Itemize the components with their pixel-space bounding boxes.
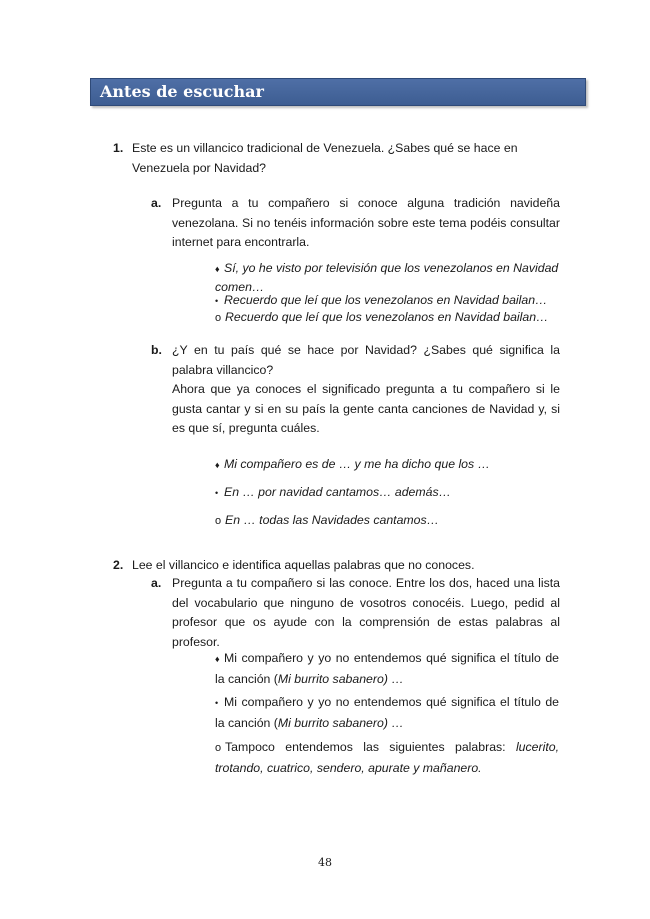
item-label: a. — [151, 196, 162, 210]
diamond-bullet-icon: ♦ — [215, 264, 220, 274]
question-text: Este es un villancico tradicional de Venezuela. ¿Sabes qué se hace en Venezuela por Navidad? — [132, 141, 518, 175]
item-text: Pregunta a tu compañero si conoce alguna tradición navideña venezolana. Si no tenéis información sobre este tema podéis consultar internet para encontrarla. — [172, 196, 560, 249]
circle-bullet-icon: o — [215, 742, 222, 754]
item-label: a. — [151, 576, 162, 590]
example-line: ♦ Mi compañero y yo no entendemos qué significa el título de la canción (Mi burrito sabanero) … — [215, 651, 559, 686]
item-text: Pregunta a tu compañero si las conoce. Entre los dos, haced una lista del vocabulario que ninguno de vosotros conocéis. Luego, pedid al profesor que os ayude con la comprensión de estas palabras al profesor. — [172, 576, 560, 649]
diamond-bullet-icon: ♦ — [215, 460, 220, 470]
section-header — [90, 78, 586, 106]
circle-bullet-icon: o — [215, 515, 222, 527]
diamond-bullet-icon: ♦ — [215, 654, 220, 664]
question-text: Lee el villancico e identifica aquellas palabras que no conoces. — [132, 558, 475, 572]
item-text: ¿Y en tu país qué se hace por Navidad? ¿Sabes qué significa la palabra villancico? — [172, 343, 560, 377]
example-line: o En … todas las Navidades cantamos… — [215, 511, 559, 530]
example-line: • En … por navidad cantamos… además… — [215, 483, 559, 502]
dot-bullet-icon: • — [215, 488, 219, 498]
circle-bullet-icon: o — [215, 312, 222, 324]
example-line: • Recuerdo que leí que los venezolanos en Navidad bailan… — [215, 291, 559, 310]
item-label: b. — [151, 343, 162, 357]
example-line: • Mi compañero y yo no entendemos qué significa el título de la canción (Mi burrito sabanero) … — [215, 695, 559, 730]
dot-bullet-icon: • — [215, 698, 219, 708]
section-title: Antes de escuchar — [100, 82, 264, 101]
page-number: 48 — [318, 856, 332, 869]
question-number: 2. — [113, 558, 124, 572]
item-text: Ahora que ya conoces el significado pregunta a tu compañero si le gusta cantar y si en su país la gente canta canciones de Navidad y, si es que sí, pregunta cuáles. — [172, 382, 560, 435]
example-line: o Recuerdo que leí que los venezolanos en Navidad bailan… — [215, 308, 559, 327]
dot-bullet-icon: • — [215, 296, 219, 306]
question-number: 1. — [113, 141, 124, 155]
example-line: o Tampoco entendemos las siguientes palabras: lucerito, trotando, cuatrico, sendero, apurate y mañanero. — [215, 740, 559, 775]
example-line: ♦ Mi compañero es de … y me ha dicho que los … — [215, 455, 559, 474]
example-line: ♦ Sí, yo he visto por televisión que los venezolanos en Navidad comen… — [215, 261, 559, 294]
